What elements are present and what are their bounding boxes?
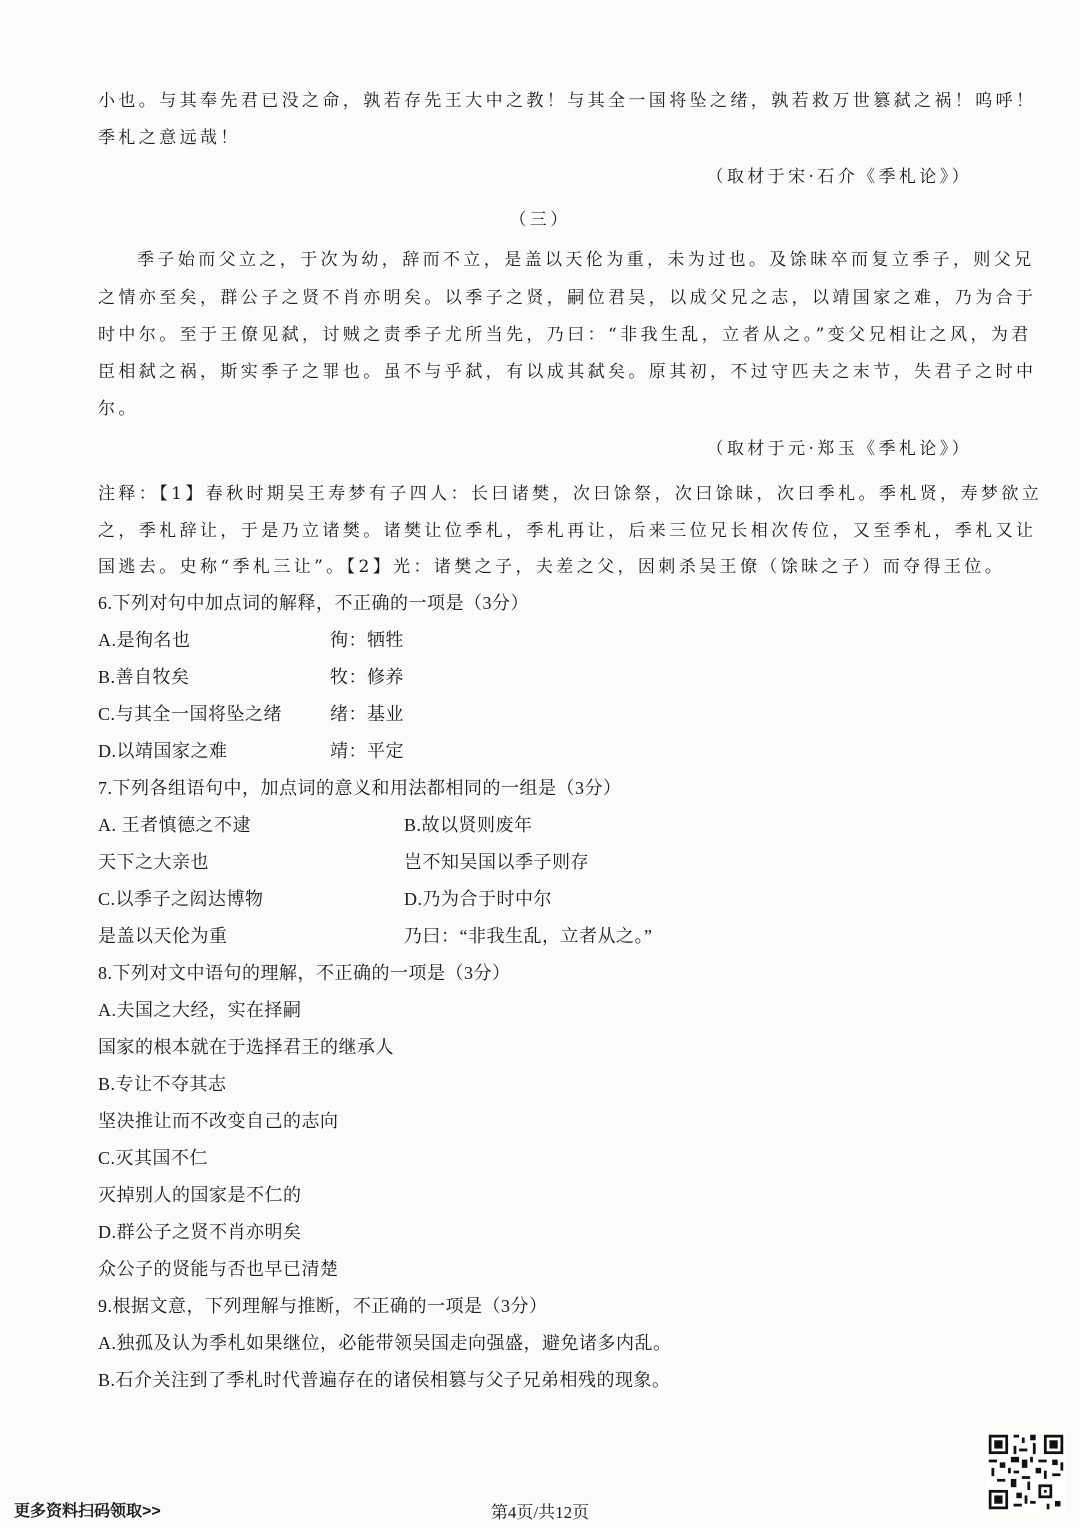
q8-line: D.群公子之贤不肖亦明矣 — [98, 1222, 302, 1242]
q7-option-b-2: 岂不知吴国以季子则存 — [404, 852, 589, 872]
q6-option-a: A.是徇名也 — [98, 630, 191, 650]
q8-line: C.灭其国不仁 — [98, 1148, 209, 1168]
passage-three-line-4: 臣相弑之祸，斯实季子之罪也。虽不与乎弑，有以成其弑矣。原其初，不过守匹夫之末节，失君子之时中 — [98, 362, 1037, 382]
q8-line: 坚决推让而不改变自己的志向 — [98, 1111, 339, 1131]
q7-option-d-1: D.乃为合于时中尔 — [404, 889, 552, 909]
q8-line: 国家的根本就在于选择君王的继承人 — [98, 1037, 394, 1057]
q9-stem: 9.根据文意，下列理解与推断，不正确的一项是（3分） — [98, 1296, 548, 1316]
q7-option-a-2: 天下之大亲也 — [98, 852, 209, 872]
passage-three-line-3: 时中尔。至于王僚见弑，讨贼之责季子尤所当先，乃曰：“非我生乱，立者从之。”变父兄相让之风，为君 — [98, 325, 1032, 345]
q9-option-b: B.石介关注到了季札时代普遍存在的诸侯相篡与父子兄弟相残的现象。 — [98, 1370, 671, 1390]
notes-line-1: 注释：【1】春秋时期吴王寿梦有子四人：长曰诸樊，次曰馀祭，次曰馀昧，次曰季札。季札贤，寿梦欲立 — [98, 484, 1043, 504]
q6-option-d: D.以靖国家之难 — [98, 741, 228, 761]
q8-line: A.夫国之大经，实在择嗣 — [98, 1000, 302, 1020]
passage-two-line-1: 小也。与其奉先君已没之命，孰若存先王大中之教！与其全一国将坠之绪，孰若救万世篡弑之祸！呜呼！ — [98, 91, 1037, 111]
q8-stem: 8.下列对文中语句的理解，不正确的一项是（3分） — [98, 963, 511, 983]
q7-stem: 7.下列各组语句中，加点词的意义和用法都相同的一组是（3分） — [98, 778, 622, 798]
passage-three-line-2: 之情亦至矣，群公子之贤不肖亦明矣。以季子之贤，嗣位君吴，以成父兄之志，以靖国家之难，乃为合于 — [98, 288, 1037, 308]
q6-option-d-gloss: 靖：平定 — [330, 741, 404, 761]
q9-option-a: A.独孤及认为季札如果继位，必能带领吴国走向强盛，避免诸多内乱。 — [98, 1333, 672, 1353]
passage-three-heading: （三） — [509, 210, 571, 230]
q7-option-c-1: C.以季子之闳达博物 — [98, 889, 264, 909]
notes-line-3: 国逃去。史称“季札三让”。【2】光：诸樊之子，夫差之父，因刺杀吴王僚（馀昧之子）而夺得王位。 — [98, 557, 1006, 577]
q7-option-c-2: 是盖以天伦为重 — [98, 926, 228, 946]
passage-three-line-5: 尔。 — [98, 399, 139, 419]
passage-two-line-2: 季札之意远哉！ — [98, 128, 241, 148]
q6-stem: 6.下列对句中加点词的解释，不正确的一项是（3分） — [98, 593, 529, 613]
passage-three-line-1: 季子始而父立之，于次为幼，辞而不立，是盖以天伦为重，未为过也。及馀昧卒而复立季子，则父兄 — [137, 250, 1035, 270]
q7-option-a-1: A. 王者慎德之不逮 — [98, 815, 251, 835]
q6-option-b-gloss: 牧：修养 — [330, 667, 404, 687]
q6-option-b: B.善自牧矣 — [98, 667, 190, 687]
passage-two-source: （取材于宋·石介《季札论》） — [706, 167, 972, 187]
more-resources-link[interactable]: 更多资料扫码领取>> — [14, 1503, 161, 1520]
q7-option-b-1: B.故以贤则废年 — [404, 815, 533, 835]
q6-option-c: C.与其全一国将坠之绪 — [98, 704, 283, 724]
q8-line: 灭掉别人的国家是不仁的 — [98, 1185, 302, 1205]
q6-option-c-gloss: 绪：基业 — [330, 704, 404, 724]
q6-option-a-gloss: 徇：牺牲 — [330, 630, 404, 650]
q7-option-d-2: 乃曰：“非我生乱，立者从之。” — [404, 926, 653, 946]
notes-line-2: 之，季札辞让，于是乃立诸樊。诸樊让位季札，季札再让，后来三位兄长相次传位，又至季札，季札又让 — [98, 521, 1037, 541]
q8-line: 众公子的贤能与否也早已清楚 — [98, 1259, 339, 1279]
page-number: 第4页/共12页 — [490, 1503, 590, 1522]
passage-three-source: （取材于元·郑玉《季札论》） — [706, 439, 972, 459]
q8-line: B.专让不夺其志 — [98, 1074, 227, 1094]
